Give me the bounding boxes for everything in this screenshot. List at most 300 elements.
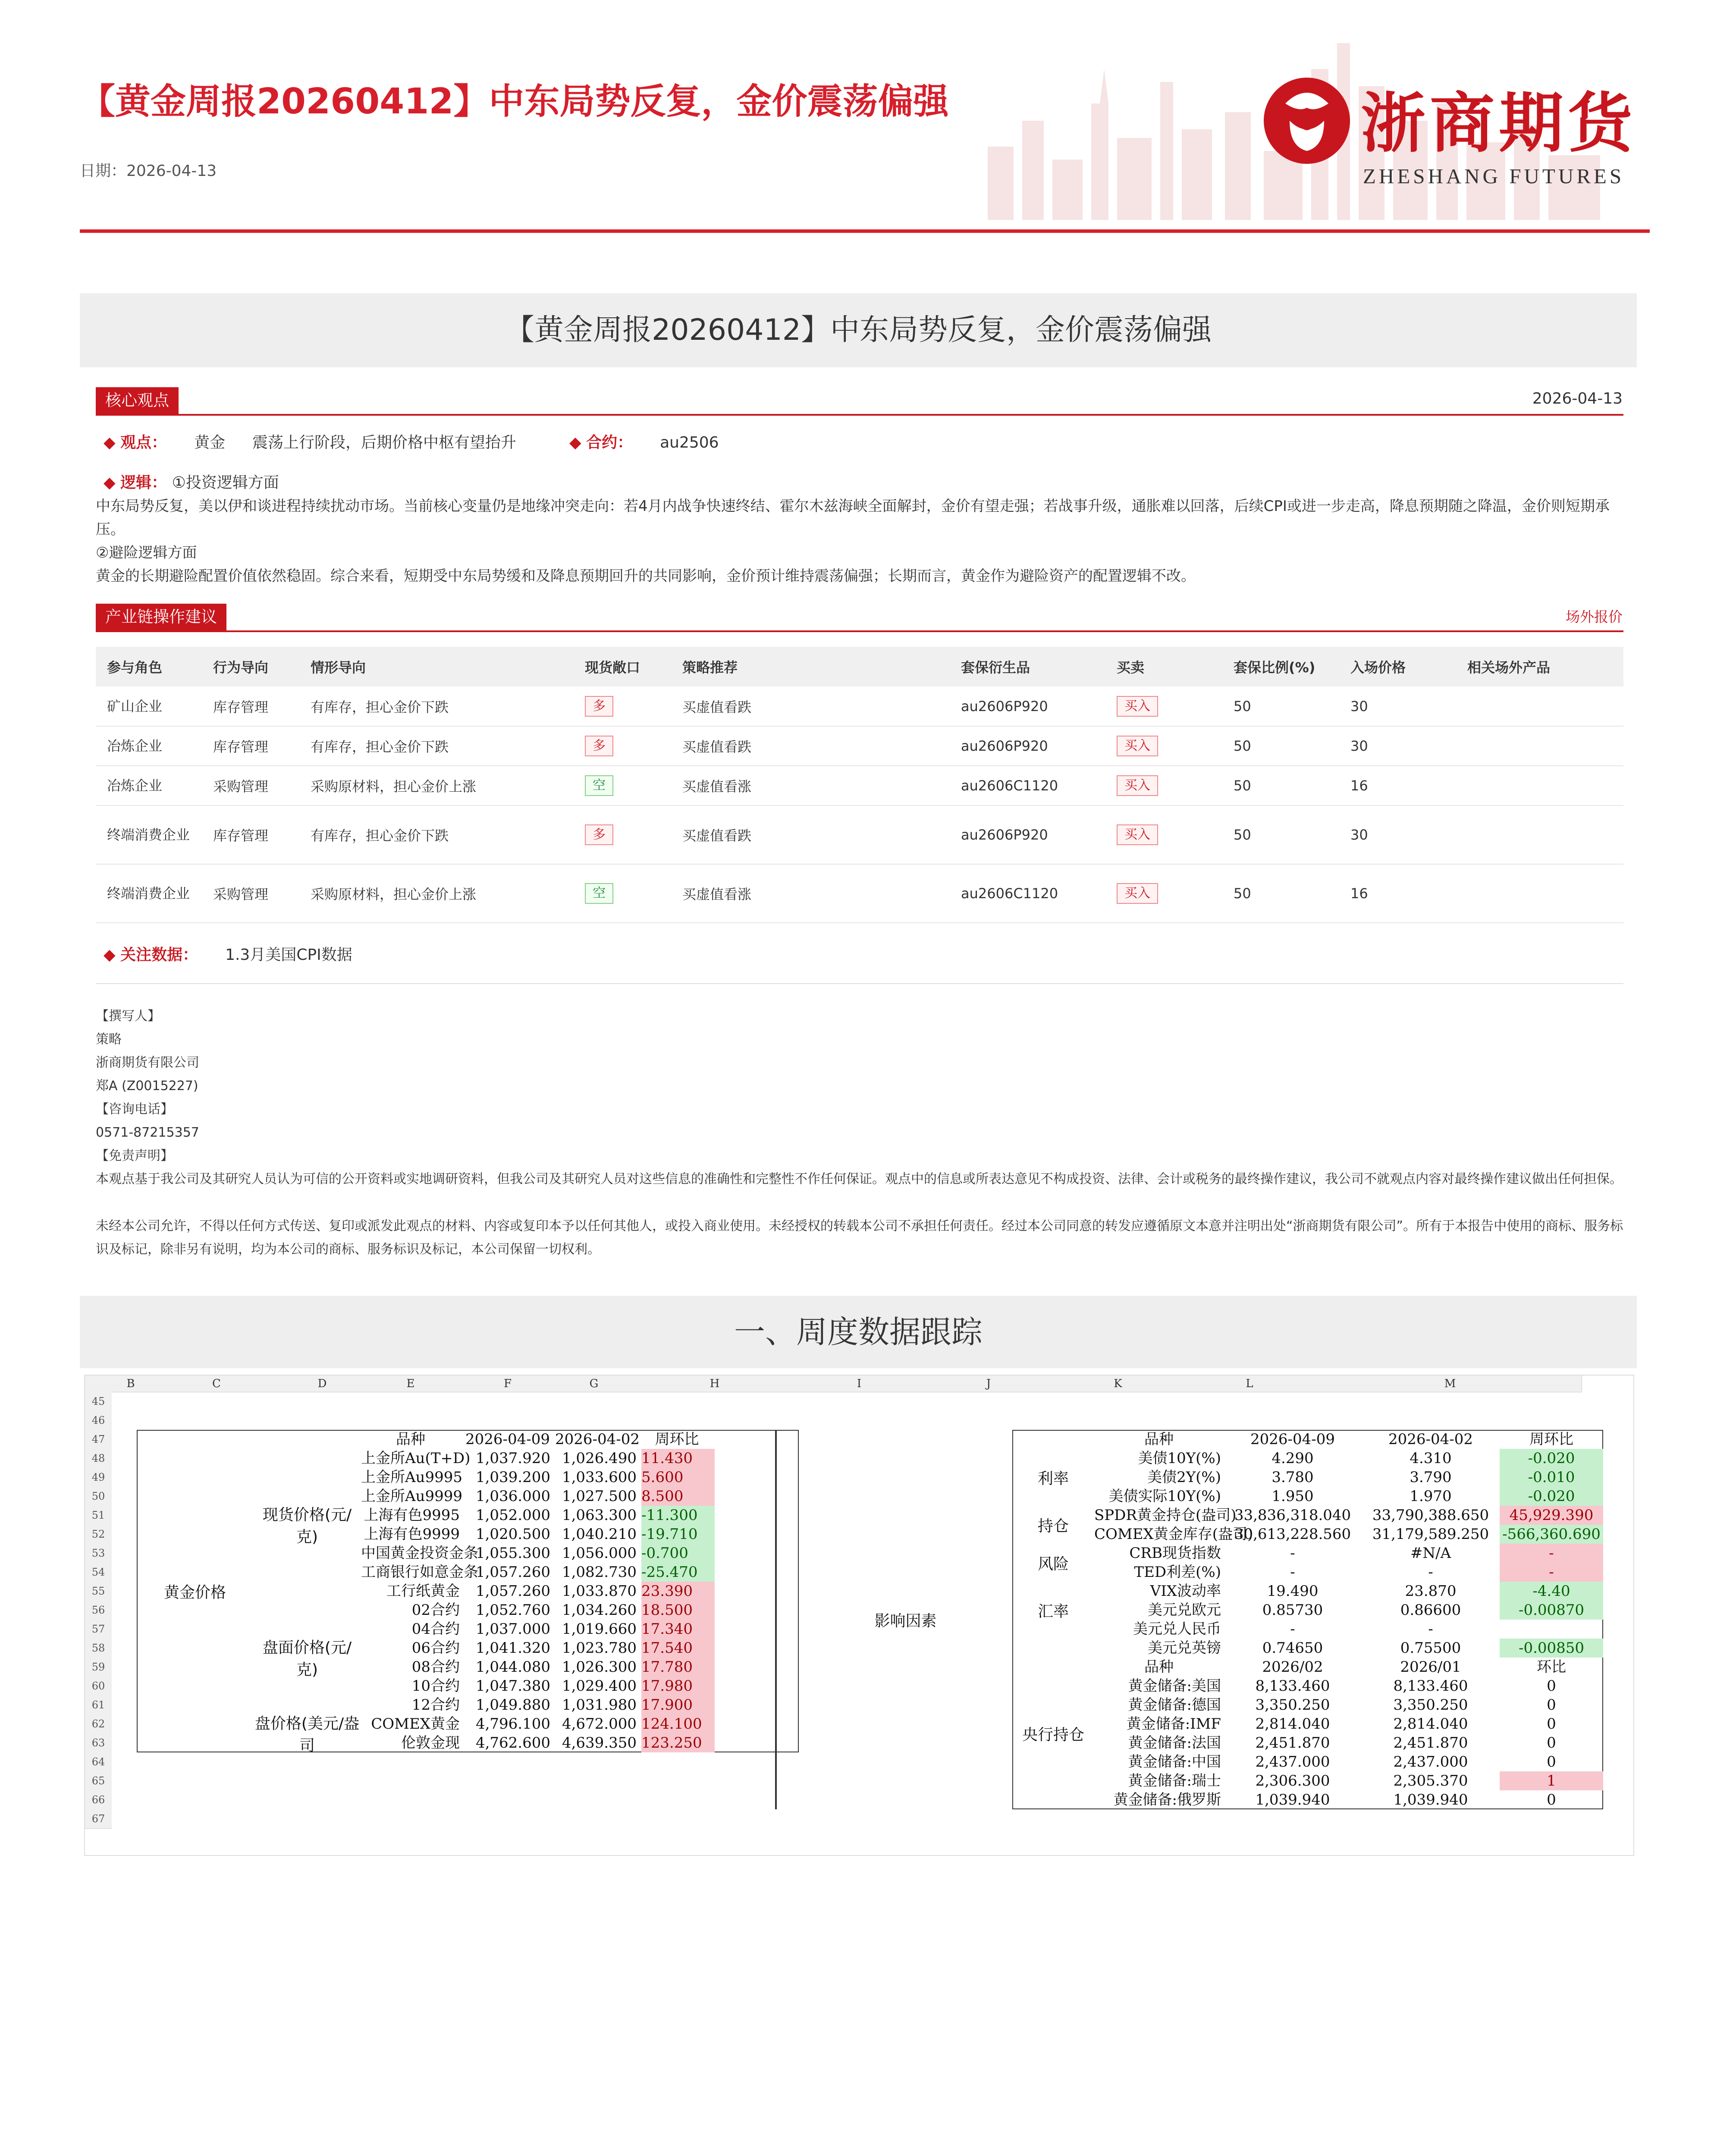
sheet-row-header[interactable]: 57 [85,1620,112,1639]
left-row-value: 1,036.000 [475,1488,550,1505]
right-row-value: 30,613,228.560 [1234,1526,1351,1543]
left-row-value: 1,040.210 [562,1526,637,1543]
right-row-value: 3.790 [1410,1469,1452,1486]
cb-header-cell: 2026/02 [1262,1658,1323,1676]
exposure-cell [574,766,671,805]
star-bullet-icon: ◆ [569,434,587,451]
sheet-column-header[interactable]: K [1055,1376,1181,1392]
sheet-row-header[interactable]: 60 [85,1677,112,1696]
cb-row-value: 8,133.460 [1393,1677,1468,1695]
left-row-value: 4,639.350 [562,1734,637,1752]
exposure-cell [574,864,671,923]
right-row-value: 33,790,388.650 [1372,1507,1489,1524]
writer-line: 0571-87215357 [96,1125,199,1140]
exposure-badge: 多 [585,824,613,845]
writer-line: 浙商期货有限公司 [96,1055,199,1070]
col-header: 行为导向 [202,647,299,686]
right-row-value: 1.950 [1271,1488,1314,1505]
section2-title: 一、周度数据跟踪 [734,1314,983,1350]
right-header-cell: 品种 [1144,1431,1174,1448]
col-header: 套保衍生品 [950,647,1105,686]
sheet-column-header[interactable]: I [797,1376,922,1392]
right-row-value: 23.870 [1405,1583,1457,1600]
sheet-row-header[interactable]: 66 [85,1790,112,1810]
cb-row-value: 2,305.370 [1393,1772,1468,1789]
left-row-value: 1,019.660 [562,1620,637,1638]
strategy-cell: 买虚值看跌 [671,805,950,864]
cb-header-cell: 环比 [1537,1658,1566,1676]
right-row-change: -0.020 [1500,1449,1603,1468]
cb-row-value: 2,437.000 [1393,1753,1468,1771]
left-row-name: 上海有色9995 [364,1507,460,1524]
usd-price-group: 盘价格(美元/盎司 [254,1715,360,1755]
right-row-value: - [1428,1564,1433,1581]
cb-row-change: 0 [1547,1791,1556,1808]
right-row-name: 美债实际10Y(%) [1108,1488,1221,1505]
cb-row-name: 黄金储备:美国 [1128,1677,1221,1695]
left-row-value: 1,049.880 [475,1696,550,1714]
logic-first-heading: ①投资逻辑方面 [172,474,279,492]
situation-cell: 有库存，担心金价下跌 [299,726,574,766]
right-row-change: -0.00870 [1500,1601,1603,1620]
otc-product-cell [1456,805,1623,864]
left-row-value: 1,026.300 [562,1658,637,1676]
sheet-row-header[interactable]: 58 [85,1639,112,1658]
left-row-value: 1,037.920 [475,1450,550,1467]
left-row-value: 1,034.260 [562,1601,637,1619]
logic-paragraph-2: 黄金的长期避险配置价值依然稳固。综合来看，短期受中东局势缓和及降息预期回升的共同影响，金价预计维持震荡偏强；长期而言，黄金作为避险资产的配置逻辑不改。 [96,567,1196,585]
sheet-column-header[interactable]: H [633,1376,797,1392]
right-header-cell: 2026-04-09 [1250,1431,1335,1448]
right-row-value: 0.86600 [1400,1601,1461,1619]
role-cell: 终端消费企业 [96,864,202,923]
disclaimer-paragraph-1: 本观点基于我公司及其研究人员认为可信的公开资料或实地调研资料，但我公司及其研究人员对这些信息的准确性和完整性不作任何保证。观点中的信息或所表达意见不构成投资、法律、会计或税务的最终操作建议，我公司不就观点内容对最终操作建议做出任何担保。 [96,1172,1623,1187]
strategy-row [96,726,1623,766]
right-row-value: 0.85730 [1262,1601,1323,1619]
spot-price-group: 现货价格(元/克) [262,1506,352,1546]
right-row-change: - [1500,1563,1603,1582]
logic-row [104,471,279,495]
left-row-name: 06合约 [411,1639,460,1657]
left-row-name: 上海有色9999 [364,1526,460,1543]
contract-value: au2506 [660,434,719,451]
contract-label: 合约： [586,434,633,451]
col-header: 入场价格 [1339,647,1456,686]
left-row-change: 8.500 [641,1487,715,1506]
logic-second-heading: ②避险逻辑方面 [96,544,197,561]
cb-row-change: 0 [1547,1734,1556,1752]
report-title: 【黄金周报20260412】中东局势反复，金价震荡偏强 [80,81,949,122]
col-header: 相关场外产品 [1456,647,1623,686]
exposure-cell [574,686,671,726]
right-row-name: 美元兑人民币 [1133,1620,1221,1638]
role-cell: 冶炼企业 [96,726,202,766]
sheet-row-header[interactable]: 56 [85,1601,112,1620]
sheet-row-header[interactable]: 63 [85,1733,112,1753]
side-cell [1105,766,1222,805]
strategy-header-row [96,647,1623,686]
right-row-value: 4.310 [1410,1450,1452,1467]
left-row-name: 工行纸黄金 [386,1583,460,1600]
left-row-value: 1,047.380 [475,1677,550,1695]
col-header: 情形导向 [299,647,574,686]
sheet-corner [85,1376,112,1392]
exposure-badge: 多 [585,696,613,717]
situation-cell: 采购原材料，担心金价上涨 [299,766,574,805]
cb-row-change: 0 [1547,1753,1556,1771]
strategy-cell: 买虚值看跌 [671,726,950,766]
left-row-value: 1,056.000 [562,1545,637,1562]
sheet-column-header[interactable]: J [922,1376,1056,1392]
right-group-label: 汇率 [1037,1602,1069,1620]
left-row-name: 12合约 [411,1696,460,1714]
left-row-name: 中国黄金投资金条 [361,1545,478,1562]
otc-quote-link[interactable]: 场外报价 [1566,608,1623,625]
left-row-value: 1,082.730 [562,1564,637,1581]
left-header-cell: 2026-04-09 [465,1431,550,1448]
futures-price-group: 盘面价格(元/克) [262,1639,352,1679]
cb-header-cell: 品种 [1144,1658,1174,1676]
core-view-divider [96,414,1623,416]
left-row-value: 1,052.000 [475,1507,550,1524]
sheet-column-header[interactable]: F [460,1376,556,1392]
right-row-value: 1.970 [1410,1488,1452,1505]
sheet-row-header[interactable]: 45 [85,1392,112,1411]
left-row-value: 4,672.000 [562,1715,637,1733]
right-header-cell: 周环比 [1529,1431,1573,1448]
sheet-row-header[interactable]: 46 [85,1411,112,1430]
right-row-value: 31,179,589.250 [1372,1526,1489,1543]
col-header: 套保比例(%) [1222,647,1339,686]
writer-line: 郑A (Z0015227) [96,1078,198,1094]
left-row-value: 1,037.000 [475,1620,550,1638]
derivative-cell: au2606P920 [950,726,1105,766]
logic-body [96,495,1631,588]
cb-row-change: 0 [1547,1677,1556,1695]
gold-price-group: 黄金价格 [163,1583,226,1601]
report-date: 日期：2026-04-13 [80,162,217,180]
col-header: 参与角色 [96,647,202,686]
sheet-row-header[interactable]: 55 [85,1582,112,1601]
logic-paragraph-1: 中东局势反复，美以伊和谈进程持续扰动市场。当前核心变量仍是地缘冲突走向：若4月内战争快速终结、霍尔木兹海峡全面解封，金价有望走强；若战事升级，通胀难以回落，后续CPI或进一步走高，降息预期随之降温，金价则短期承压。 [96,498,1610,538]
cb-row-name: 黄金储备:IMF [1126,1715,1221,1733]
otc-product-cell [1456,766,1623,805]
right-row-change [1500,1620,1603,1639]
right-row-change: -0.00850 [1500,1639,1603,1658]
cb-row-value: 2,437.000 [1255,1753,1330,1771]
side-cell [1105,805,1222,864]
left-row-value: 4,796.100 [475,1715,550,1733]
right-group-label: 风险 [1037,1555,1069,1573]
right-row-value: - [1428,1620,1433,1638]
star-bullet-icon: ◆ [104,474,121,492]
behavior-cell: 库存管理 [202,726,299,766]
left-row-name: 02合约 [411,1601,460,1619]
strategy-row [96,864,1623,923]
left-row-name: 伦敦金现 [401,1734,460,1752]
focus-value: 1.3月美国CPI数据 [225,946,352,964]
cb-row-value: 1,039.940 [1393,1791,1468,1808]
left-header-cell: 品种 [396,1431,425,1448]
price-cell: 30 [1339,805,1456,864]
sheet-column-header[interactable]: G [555,1376,633,1392]
cb-row-value: 3,350.250 [1255,1696,1330,1714]
sheet-row-header[interactable]: 48 [85,1449,112,1468]
left-row-value: 1,055.300 [475,1545,550,1562]
cb-row-change: 0 [1547,1696,1556,1714]
col-header: 现货敞口 [574,647,671,686]
side-badge: 买入 [1117,696,1158,717]
right-row-value: 4.290 [1271,1450,1314,1467]
side-badge: 买入 [1117,736,1158,756]
cb-row-value: 8,133.460 [1255,1677,1330,1695]
sheet-row-header[interactable]: 67 [85,1809,112,1829]
right-row-value: #N/A [1410,1545,1451,1562]
sheet-column-header[interactable]: D [283,1376,361,1392]
exposure-badge: 空 [585,883,613,904]
strategy-cell: 买虚值看跌 [671,686,950,726]
situation-cell: 有库存，担心金价下跌 [299,805,574,864]
cb-row-value: 2,451.870 [1255,1734,1330,1752]
cb-header-cell: 2026/01 [1400,1658,1461,1676]
side-cell [1105,864,1222,923]
left-row-change: 18.500 [641,1601,715,1620]
ratio-cell: 50 [1222,686,1339,726]
sheet-row-header[interactable]: 59 [85,1658,112,1677]
writer-block [96,1005,199,1168]
strategy-table [96,647,1623,923]
right-row-value: - [1290,1620,1295,1638]
left-row-change: -0.700 [641,1544,715,1563]
derivative-cell: au2606C1120 [950,766,1105,805]
left-row-change: 11.430 [641,1449,715,1468]
price-cell: 30 [1339,726,1456,766]
right-row-change: - [1500,1544,1603,1563]
cb-row-value: 2,306.300 [1255,1772,1330,1789]
left-row-value: 1,041.320 [475,1639,550,1657]
right-row-value: 33,836,318.040 [1234,1507,1351,1524]
cb-row-name: 黄金储备:德国 [1128,1696,1221,1714]
writer-line: 【撰写人】 [96,1009,160,1024]
role-cell: 冶炼企业 [96,766,202,805]
left-row-value: 1,029.400 [562,1677,637,1695]
weekly-data-sheet [84,1375,1634,1856]
sheet-row-header[interactable]: 50 [85,1487,112,1506]
left-row-change: 17.340 [641,1620,715,1639]
cb-row-change: 1 [1500,1771,1603,1790]
impact-factor-label: 影响因素 [874,1612,937,1630]
left-row-change: 17.900 [641,1695,715,1714]
left-row-change: 17.540 [641,1639,715,1658]
right-row-value: 0.75500 [1400,1639,1461,1657]
left-row-change: 5.600 [641,1468,715,1487]
focus-label: 关注数据： [120,946,198,964]
left-row-name: 10合约 [411,1677,460,1695]
role-cell: 矿山企业 [96,686,202,726]
strategy-cell: 买虚值看涨 [671,864,950,923]
star-bullet-icon: ◆ [104,946,121,964]
right-group-label: 央行持仓 [1022,1726,1084,1744]
left-row-change: 123.250 [641,1733,715,1752]
left-row-name: COMEX黄金 [371,1715,460,1733]
left-row-value: 1,027.500 [562,1488,637,1505]
left-row-change: 23.390 [641,1582,715,1601]
ratio-cell: 50 [1222,726,1339,766]
ratio-cell: 50 [1222,766,1339,805]
right-row-value: - [1290,1564,1295,1581]
right-row-name: SPDR黄金持仓(盎司) [1094,1507,1237,1524]
right-row-name: 美元兑欧元 [1148,1601,1221,1619]
cb-row-value: 2,814.040 [1393,1715,1468,1733]
otc-product-cell [1456,686,1623,726]
right-row-name: 美债2Y(%) [1147,1469,1221,1486]
right-row-change: -0.020 [1500,1487,1603,1506]
disclaimer-paragraph-2: 未经本公司允许，不得以任何方式传送、复印或派发此观点的材料、内容或复印本予以任何其他人，或投入商业使用。未经授权的转载本公司不承担任何责任。经过本公司同意的转发应遵循原文本意并注明出处“浙商期货有限公司”。所有于本报告中使用的商标、服务标识及标记，除非另有说明，均为本公司的商标、服务标识及标记，本公司保留一切权利。 [96,1219,1623,1257]
right-row-name: 美元兑英镑 [1148,1639,1221,1657]
sheet-column-header[interactable]: E [361,1376,461,1392]
sheet-row-header[interactable]: 52 [85,1525,112,1544]
logo-english-text: ZHESHANG FUTURES [1363,164,1625,188]
cb-row-change: 0 [1547,1715,1556,1733]
sheet-column-header[interactable]: C [150,1376,284,1392]
ratio-cell: 50 [1222,805,1339,864]
right-row-name: 美债10Y(%) [1138,1450,1221,1467]
right-row-name: VIX波动率 [1150,1583,1221,1600]
logo-chinese-text: 浙商期货 [1361,85,1637,161]
cb-row-value: 3,350.250 [1393,1696,1468,1714]
focus-divider [96,983,1623,984]
left-row-change: 17.980 [641,1677,715,1695]
exposure-badge: 空 [585,775,613,796]
left-row-value: 1,039.200 [475,1469,550,1486]
left-row-value: 1,026.490 [562,1450,637,1467]
ratio-cell: 50 [1222,864,1339,923]
view-text: 震荡上行阶段，后期价格中枢有望抬升 [252,434,516,451]
sheet-row-header[interactable]: 51 [85,1506,112,1525]
left-row-value: 1,044.080 [475,1658,550,1676]
left-row-value: 1,031.980 [562,1696,637,1714]
right-row-change: 45,929.390 [1500,1506,1603,1525]
left-row-value: 1,033.600 [562,1469,637,1486]
left-row-value: 1,020.500 [475,1526,550,1543]
right-row-change: -566,360.690 [1500,1525,1603,1544]
left-row-value: 1,063.300 [562,1507,637,1524]
sheet-row-header[interactable]: 49 [85,1468,112,1487]
strategy-row [96,805,1623,864]
side-badge: 买入 [1117,824,1158,845]
otc-product-cell [1456,726,1623,766]
side-cell [1105,686,1222,726]
left-row-change: 17.780 [641,1658,715,1677]
right-row-name: CRB现货指数 [1129,1545,1221,1562]
price-cell: 16 [1339,766,1456,805]
right-group-label: 持仓 [1037,1517,1069,1535]
cb-row-name: 黄金储备:瑞士 [1128,1772,1221,1789]
situation-cell: 采购原材料，担心金价上涨 [299,864,574,923]
exposure-cell [574,726,671,766]
left-row-change: -11.300 [641,1506,715,1525]
left-row-value: 1,057.260 [475,1564,550,1581]
left-header-cell: 2026-04-02 [555,1431,640,1448]
otc-product-cell [1456,864,1623,923]
sheet-column-header[interactable]: L [1180,1376,1319,1392]
right-row-value: - [1290,1545,1295,1562]
right-group-label: 利率 [1037,1470,1069,1488]
sheet-column-header[interactable]: M [1319,1376,1582,1392]
chain-advice-divider [96,630,1623,632]
star-bullet-icon: ◆ [104,434,121,451]
cb-row-name: 黄金储备:中国 [1128,1753,1221,1771]
right-row-change: -0.010 [1500,1468,1603,1487]
col-header: 买卖 [1105,647,1222,686]
sheet-row-header[interactable]: 47 [85,1430,112,1449]
left-row-change: 124.100 [641,1714,715,1733]
strategy-row [96,686,1623,726]
cb-row-value: 1,039.940 [1255,1791,1330,1808]
behavior-cell: 采购管理 [202,864,299,923]
right-header-cell: 2026-04-02 [1388,1431,1473,1448]
exposure-cell [574,805,671,864]
left-row-name: 08合约 [411,1658,460,1676]
left-row-name: 04合约 [411,1620,460,1638]
right-row-change: -4.40 [1500,1582,1603,1601]
left-header-cell: 周环比 [655,1431,699,1448]
left-row-name: 上金所Au9999 [361,1488,462,1505]
logic-label: 逻辑： [120,474,167,492]
left-row-name: 上金所Au(T+D) [361,1450,471,1467]
core-view-date: 2026-04-13 [1532,390,1623,407]
price-cell: 16 [1339,864,1456,923]
left-row-value: 1,052.760 [475,1601,550,1619]
sheet-column-header[interactable]: B [112,1376,150,1392]
sheet-row-header[interactable]: 53 [85,1544,112,1563]
derivative-cell: au2606P920 [950,805,1105,864]
sheet-row-header[interactable]: 62 [85,1714,112,1734]
right-row-value: 3.780 [1271,1469,1314,1486]
strategy-cell: 买虚值看涨 [671,766,950,805]
situation-cell: 有库存，担心金价下跌 [299,686,574,726]
right-row-value: 19.490 [1267,1583,1319,1600]
cb-row-name: 黄金储备:法国 [1128,1734,1221,1752]
sheet-row-header[interactable]: 65 [85,1771,112,1791]
zheshang-logo-icon [1259,73,1354,168]
card-title: 【黄金周报20260412】中东局势反复，金价震荡偏强 [505,313,1212,347]
col-header: 策略推荐 [671,647,950,686]
core-view-tag: 核心观点 [96,387,179,414]
writer-line: 【咨询电话】 [96,1102,173,1117]
left-row-value: 1,057.260 [475,1583,550,1600]
left-row-name: 上金所Au9995 [361,1469,462,1486]
right-row-name: TED利差(%) [1134,1564,1221,1581]
side-badge: 买入 [1117,775,1158,796]
strategy-row [96,766,1623,805]
left-row-name: 工商银行如意金条 [361,1564,478,1581]
cb-row-name: 黄金储备:俄罗斯 [1113,1791,1221,1808]
right-row-value: 0.74650 [1262,1639,1323,1657]
sheet-row-header[interactable]: 64 [85,1752,112,1772]
sheet-row-header[interactable]: 61 [85,1695,112,1715]
cb-row-value: 2,814.040 [1255,1715,1330,1733]
view-row [104,431,516,454]
sheet-row-header[interactable]: 54 [85,1563,112,1582]
view-variety: 黄金 [194,434,226,451]
side-badge: 买入 [1117,883,1158,904]
exposure-badge: 多 [585,736,613,756]
contract-row [569,431,719,454]
left-row-change: -19.710 [641,1525,715,1544]
derivative-cell: au2606C1120 [950,864,1105,923]
focus-row [104,943,352,967]
